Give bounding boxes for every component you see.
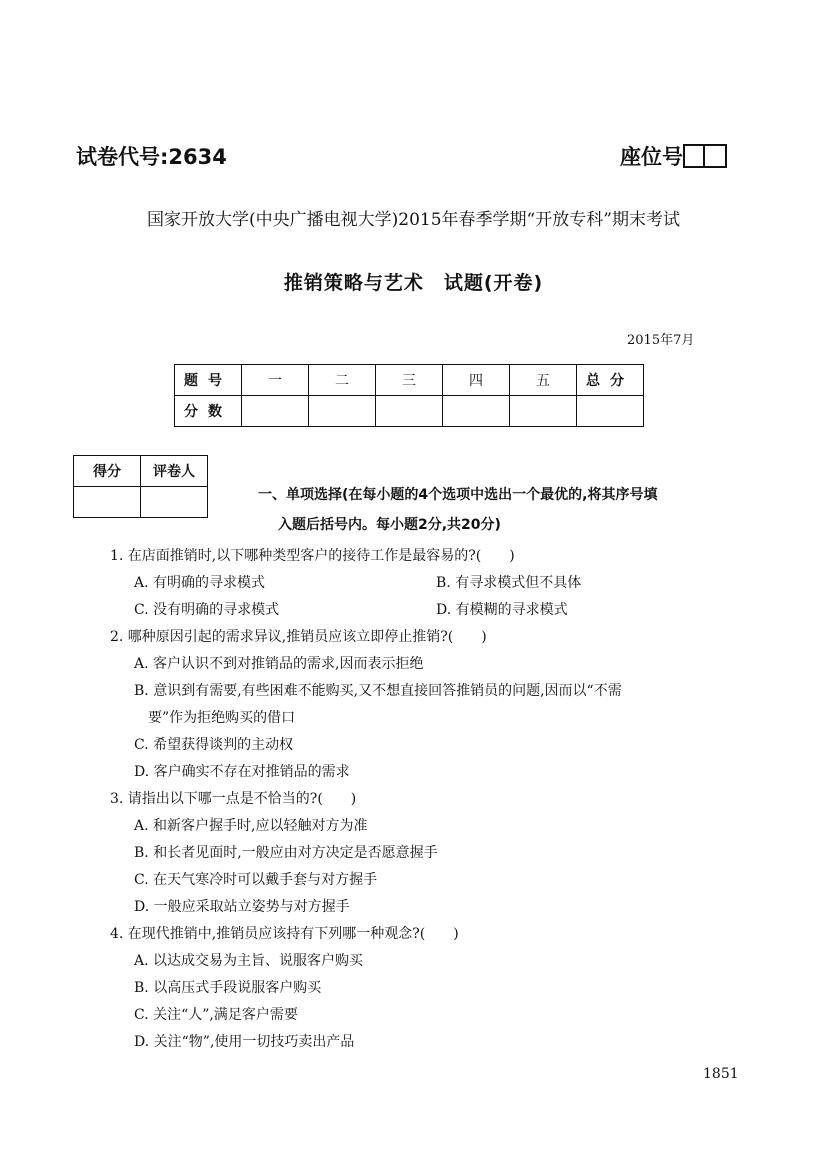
question-list: [110, 543, 760, 1056]
section-heading: [258, 480, 758, 540]
seat-number-box[interactable]: [705, 144, 727, 168]
question-option: D. 有模糊的寻求模式: [436, 602, 568, 618]
question-option: C. 希望获得谈判的主动权: [134, 737, 294, 753]
score-cell[interactable]: [510, 396, 577, 427]
score-table-score-row: [175, 396, 644, 427]
score-table-column: 五: [510, 365, 577, 396]
question-option: B. 和长者见面时,一般应由对方决定是否愿意握手: [134, 845, 438, 861]
question-option: A. 和新客户握手时,应以轻触对方为准: [134, 818, 368, 834]
paper-code: 试卷代号:2634: [76, 145, 227, 169]
question-option: D. 关注“物”,使用一切技巧卖出产品: [134, 1034, 355, 1050]
question-option: B. 意识到有需要,有些困难不能购买,又不想直接回答推销员的问题,因而以“不需: [134, 683, 622, 699]
question-option: D. 一般应采取站立姿势与对方握手: [134, 899, 350, 915]
question-option: C. 没有明确的寻求模式: [134, 602, 280, 618]
exam-session-line: 国家开放大学(中央广播电视大学)2015年春季学期“开放专科”期末考试: [147, 210, 680, 230]
grader-table: [73, 455, 208, 518]
score-cell[interactable]: [443, 396, 510, 427]
grader-name-cell[interactable]: [141, 487, 208, 518]
score-cell[interactable]: [376, 396, 443, 427]
score-table-column: 四: [443, 365, 510, 396]
grader-name-label: 评卷人: [141, 456, 208, 487]
question-option: B. 以高压式手段说服客户购买: [134, 980, 322, 996]
score-cell[interactable]: [242, 396, 309, 427]
grader-score-label: 得分: [74, 456, 141, 487]
exam-date: 2015年7月: [627, 333, 695, 348]
question-option: D. 客户确实不存在对推销品的需求: [134, 764, 350, 780]
question-stem: 1. 在店面推销时,以下哪种类型客户的接待工作是最容易的?( ): [110, 548, 515, 564]
question-option-continuation: 要”作为拒绝购买的借口: [148, 710, 296, 726]
score-table-column-total: 总分: [577, 365, 644, 396]
score-cell[interactable]: [577, 396, 644, 427]
question-option: C. 在天气寒冷时可以戴手套与对方握手: [134, 872, 378, 888]
exam-title: 推销策略与艺术 试题(开卷): [283, 272, 544, 294]
seat-number-box[interactable]: [683, 144, 705, 168]
question-stem: 4. 在现代推销中,推销员应该持有下列哪一种观念?( ): [110, 926, 459, 942]
question-stem: 3. 请指出以下哪一点是不恰当的?( ): [110, 791, 357, 807]
question-option: A. 有明确的寻求模式: [134, 575, 266, 591]
score-table-column: 一: [242, 365, 309, 396]
score-table-column: 三: [376, 365, 443, 396]
score-table-row-label: 分数: [175, 396, 242, 427]
section-heading-line: 一、单项选择(在每小题的4个选项中选出一个最优的,将其序号填: [258, 487, 658, 503]
question-option: A. 客户认识不到对推销品的需求,因而表示拒绝: [134, 656, 424, 672]
score-table-row-label: 题号: [175, 365, 242, 396]
score-cell[interactable]: [309, 396, 376, 427]
score-table: [174, 364, 644, 427]
seat-number-field: [620, 141, 727, 171]
section-heading-line: 入题后括号内。每小题2分,共20分): [278, 517, 501, 533]
question-stem: 2. 哪种原因引起的需求异议,推销员应该立即停止推销?( ): [110, 629, 487, 645]
question-item: [110, 624, 760, 786]
page-number: 1851: [703, 1066, 739, 1082]
question-option: A. 以达成交易为主旨、说服客户购买: [134, 953, 364, 969]
grader-score-cell[interactable]: [74, 487, 141, 518]
question-item: [110, 921, 760, 1056]
score-table-column: 二: [309, 365, 376, 396]
score-table-header-row: [175, 365, 644, 396]
question-option: C. 关注“人”,满足客户需要: [134, 1007, 298, 1023]
question-item: [110, 543, 760, 624]
question-option: B. 有寻求模式但不具体: [436, 575, 582, 591]
question-item: [110, 786, 760, 921]
seat-number-label: 座位号: [620, 145, 683, 169]
